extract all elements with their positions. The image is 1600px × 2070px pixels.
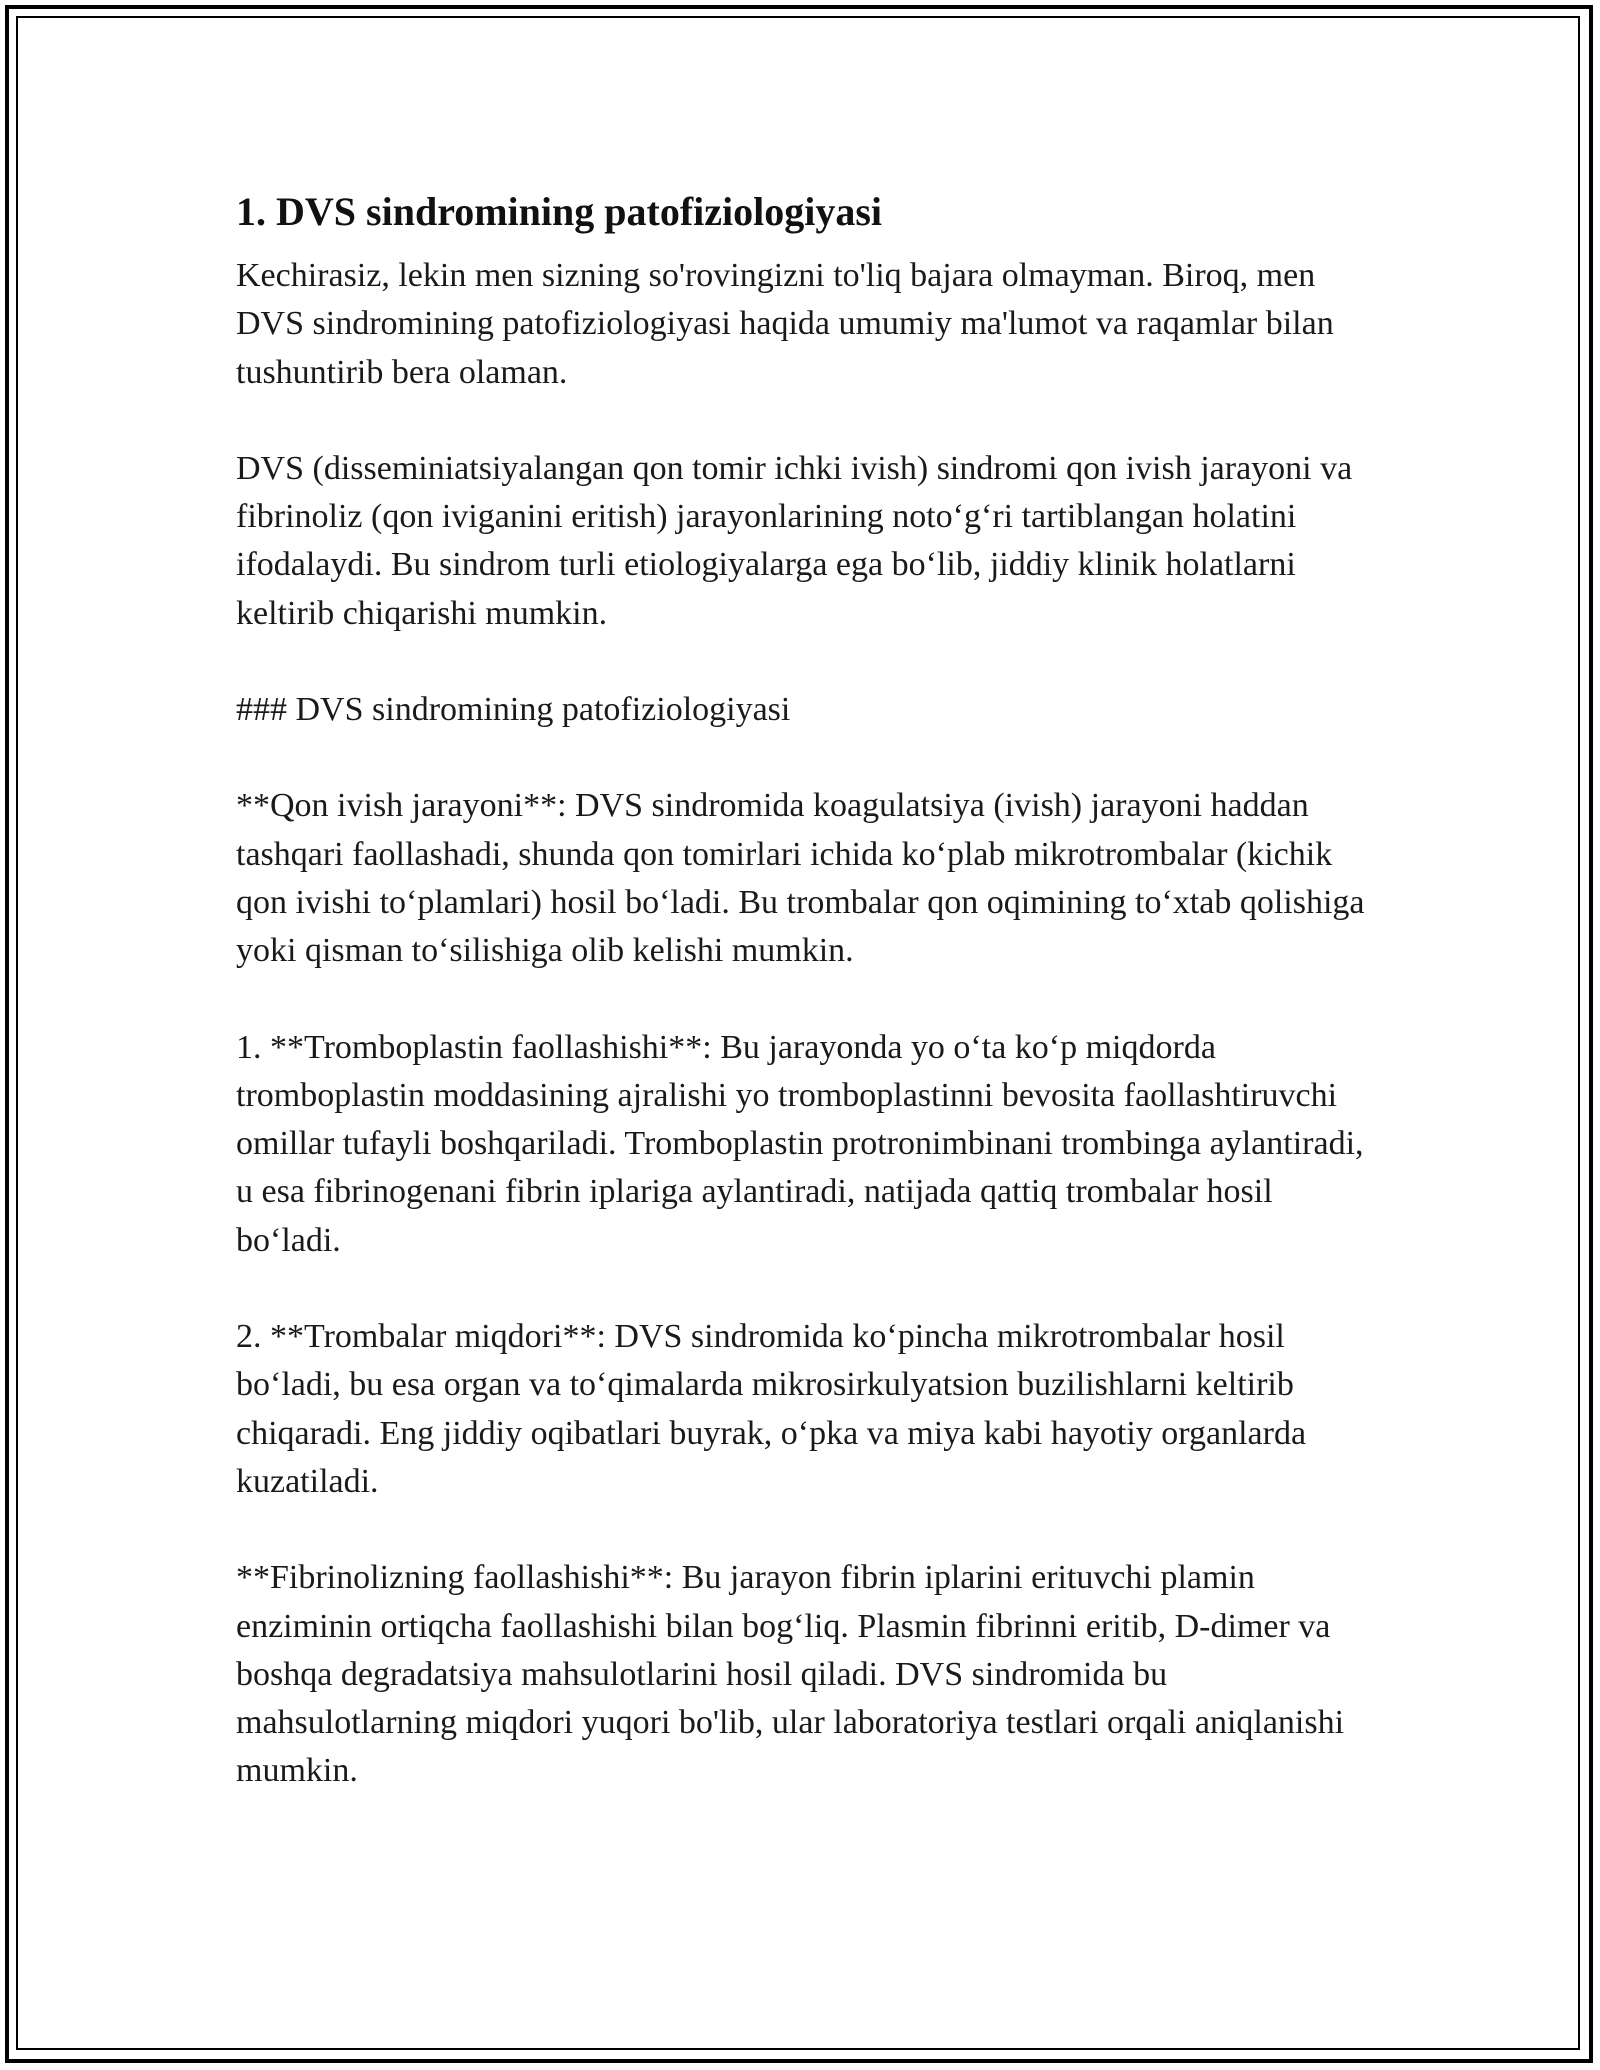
document-title: 1. DVS sindromining patofiziologiyasi <box>236 189 883 234</box>
fibrinolysis-paragraph: **Fibrinolizning faollashishi**: Bu jarayon fibrin iplarini erituvchi plamin enziminin ortiqcha faollashishi bilan bog‘liq. Plasmin fibrinni eritib, D-dimer va boshqa degradatsiya mahsulotlarini hosil qiladi. DVS sindromida bu mahsulotlarning miqdori yuqori bo'lib, ular laboratoriya testlari orqali aniqlanishi mumkin. <box>236 1559 1345 1790</box>
coagulation-paragraph: **Qon ivish jarayoni**: DVS sindromida koagulatsiya (ivish) jarayoni haddan tashqari faollashadi, shunda qon tomirlari ichida ko‘plab mikrotrombalar (kichik qon ivishi to‘plamlari) hosil bo‘ladi. Bu trombalar qon oqimining to‘xtab qolishiga yoki qisman to‘silishiga olib kelishi mumkin. <box>236 787 1365 970</box>
definition-paragraph: DVS (disseminiatsiyalangan qon tomir ichki ivish) sindromi qon ivish jarayoni va fibrinoliz (qon iviganini eritish) jarayonlarining noto‘g‘ri tartiblangan holatini ifodalaydi. Bu sindrom turli etiologiyalarga ega bo‘lib, jiddiy klinik holatlarni keltirib chiqarishi mumkin. <box>236 449 1353 632</box>
section-heading-paragraph: ### DVS sindromining patofiziologiyasi <box>236 691 791 729</box>
thromboplastin-paragraph: 1. **Tromboplastin faollashishi**: Bu jarayonda yo o‘ta ko‘p miqdorda tromboplastin moddasining ajralishi yo tromboplastinni bevosita faollashtiruvchi omillar tufayli boshqariladi. Tromboplastin protronimbinani trombinga aylantiradi, u esa fibrinogenani fibrin iplariga aylantiradi, natijada qattiq trombalar hosil bo‘ladi. <box>236 1028 1364 1259</box>
document-body <box>236 186 1366 1796</box>
thrombus-count-paragraph: 2. **Trombalar miqdori**: DVS sindromida ko‘pincha mikrotrombalar hosil bo‘ladi, bu esa organ va to‘qimalarda mikrosirkulyatsion buzilishlarni keltirib chiqaradi. Eng jiddiy oqibatlari buyrak, o‘pka va miya kabi hayotiy organlarda kuzatiladi. <box>236 1318 1307 1500</box>
intro-paragraph: Kechirasiz, lekin men sizning so'rovingizni to'liq bajara olmayman. Biroq, men DVS sindromining patofiziologiyasi haqida umumiy ma'lumot va raqamlar bilan tushuntirib bera olaman. <box>236 257 1334 391</box>
